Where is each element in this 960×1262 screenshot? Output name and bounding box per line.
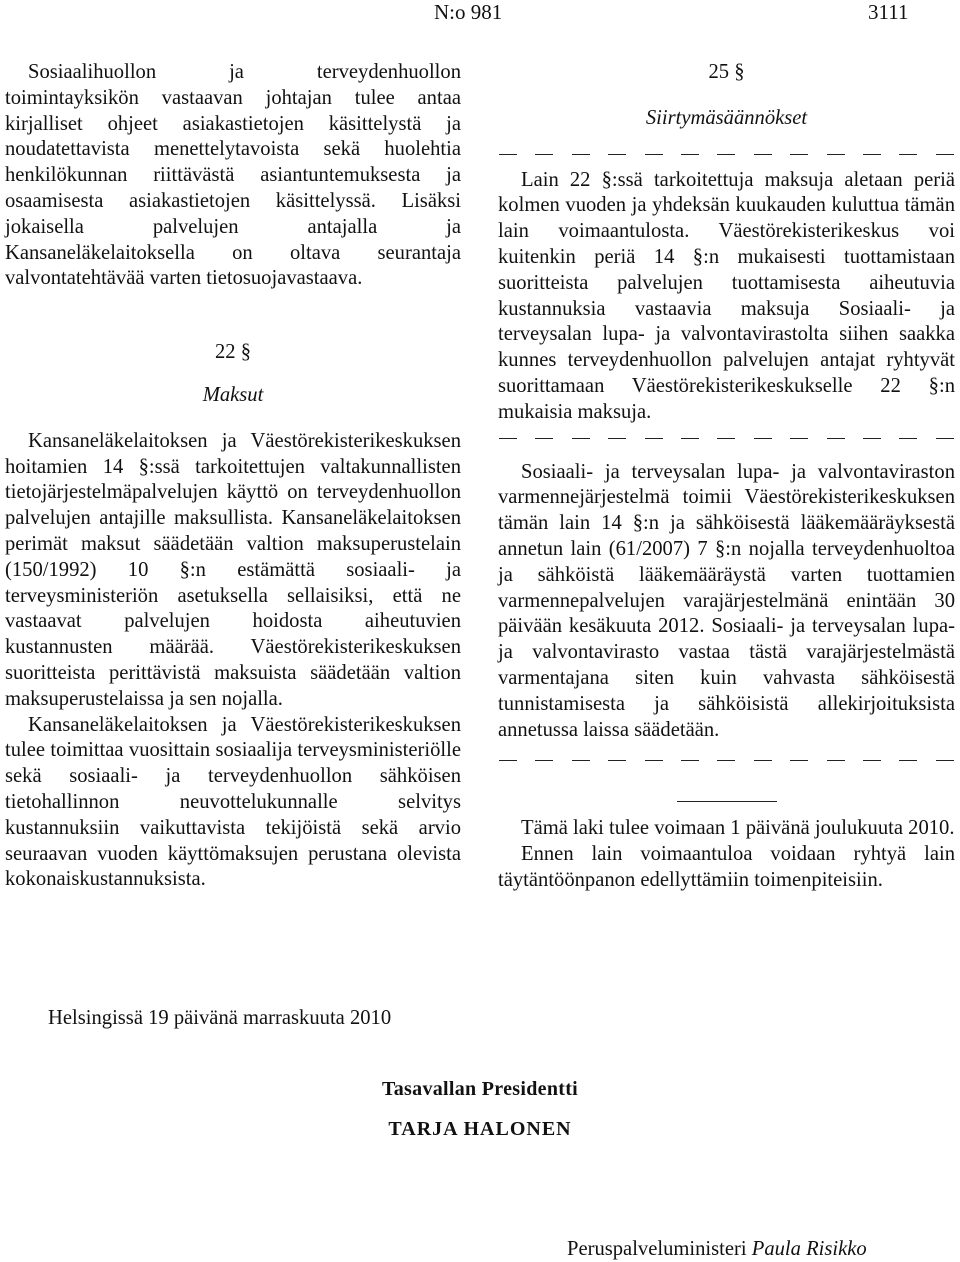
paragraph-data-protection: Sosiaalihuollon ja terveydenhuollon toimintayksikön vastaavan johtajan tulee antaa kirjalliset ohjeet asiakastietojen käsittelystä ja noudatettavista menettelytavoista sekä huolehtia henkilökunnan riittävästä asiantuntemuksesta ja osaamisesta asiakastietojen käsittelyssä. Lisäksi jokaisella palvelujen antajalla ja Kansaneläkelaitoksella on oltava seurantaja valvontatehtävää varten tietosuojavastaava. xyxy=(5,61,461,290)
paragraph-transition-2: Sosiaali- ja terveysalan lupa- ja valvontaviraston varmennejärjestelmä toimii Väestörekisterikeskuksen tämän lain 14 §:n ja sähköisestä lääkemääräyksestä annetun lain (61/2007) 7 §:n nojalla terveydenhuoltoa ja sähköistä lääkemääräystä varten tuottamien varmennepalvelujen varajärjestelmänä enintään 30 päivään kesäkuuta 2012. Sosiaali- ja terveysalan lupa- ja valvontavirasto vastaa tästä varajärjestelmästä varmentajana siten kuin vahvasta sähköisestä tunnistamisesta ja sähköisistä allekirjoituksista annetussa laissa säädetään. xyxy=(498,460,955,741)
section-22-title: Maksut xyxy=(202,383,264,406)
paragraph-transition-1: Lain 22 §:ssä tarkoitettuja maksuja aletaan periä kolmen vuoden ja yhdeksän kuukauden kuluttua tämän lain voimaantulosta. Väestörekisterikeskus voi kuitenkin periä 14 §:n mukaisesti tuottamistaan suoritteista palvelujen tuottamisesta aiheutuvia kustannuksia vastaavia maksuja Sosiaali- ja terveysalan lupa- ja valvontavirastolta siihen saakka kunnes terveydenhuollon palvelujen antajat ryhtyvät suorittamaan Väestörekisterikeskukselle 22 §:n mukaisia maksuja. xyxy=(498,168,955,423)
left-column xyxy=(5,60,461,893)
omission-rule-top xyxy=(498,142,955,168)
page-number: 3111 xyxy=(868,0,909,24)
paragraph-entry-into-force: Tämä laki tulee voimaan 1 päivänä joulukuuta 2010. xyxy=(521,817,955,840)
section-22-number: 22 § xyxy=(214,341,252,364)
omission-rule-bottom xyxy=(498,747,955,773)
section-25-number: 25 § xyxy=(708,61,745,83)
omission-rule-middle xyxy=(498,426,955,452)
minister-signature xyxy=(567,1236,867,1262)
statute-number: N:o 981 xyxy=(434,0,503,24)
end-rule xyxy=(677,801,777,802)
place-and-date: Helsingissä 19 päivänä marraskuuta 2010 xyxy=(48,1007,392,1029)
paragraph-implementation: Ennen lain voimaantuloa voidaan ryhtyä lain täytäntöönpanon edellyttämiin toimenpiteisiin. xyxy=(498,843,955,891)
paragraph-fees-1: Kansaneläkelaitoksen ja Väestörekisterikeskuksen hoitamien 14 §:ssä tarkoitettujen valtakunnallisten tietojärjestelmäpalvelujen käyttö on terveydenhuollon palvelujen antajille maksullista. Kansaneläkelaitoksen perimät maksut säädetään valtion maksuperustelain (150/1992) 10 §:n estämättä sosiaali- ja terveysministeriön asetuksella sellaisiksi, että ne vastaavat palvelujen hoidosta aiheutuvien kustannusten määrää. Väestörekisterikeskuksen suoritteista perittävistä maksuista säädetään valtion maksuperustelaissa ja sen nojalla. xyxy=(5,429,461,710)
paragraph-fees-2: Kansaneläkelaitoksen ja Väestörekisterikeskuksen tulee toimittaa vuosittain sosiaalija terveysministeriölle sekä sosiaali- ja terveydenhuollon sähköisen tietohallinnon neuvottelukunnalle selvitys kustannuksiin vaikuttavista tekijöistä sekä arvio seuraavan vuoden käyttömaksujen perustana olevista kokonaiskustannuksista. xyxy=(5,713,461,891)
right-column xyxy=(498,60,955,894)
minister-title: Peruspalveluministeri xyxy=(567,1238,747,1260)
minister-name: Paula Risikko xyxy=(751,1238,867,1260)
president-title: Tasavallan Presidentti xyxy=(381,1078,579,1100)
section-25-title: Siirtymäsäännökset xyxy=(645,106,808,129)
president-name: TARJA HALONEN xyxy=(388,1118,572,1140)
